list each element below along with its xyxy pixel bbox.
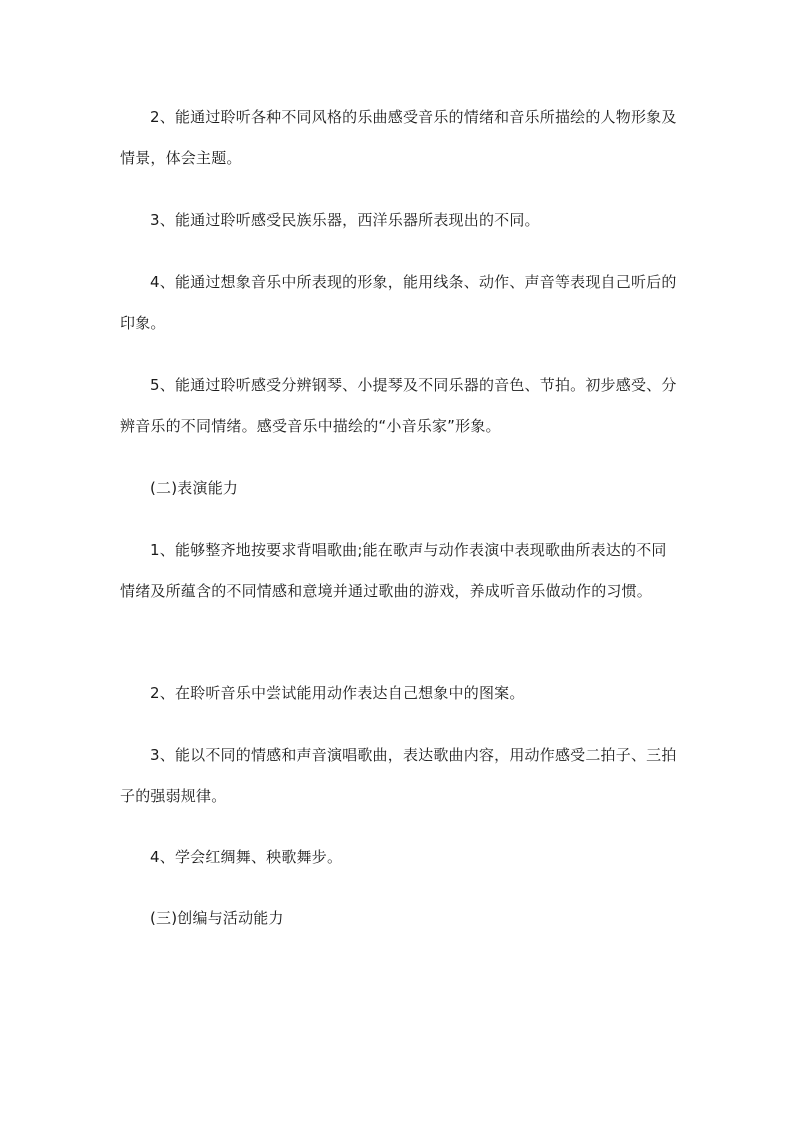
paragraph-listening-4: 4、能通过想象音乐中所表现的形象，能用线条、动作、声音等表现自己听后的印象。: [120, 273, 677, 332]
paragraph-performance-1: 1、能够整齐地按要求背唱歌曲;能在歌声与动作表演中表现歌曲所表达的不同情绪及所蕴含的不同情感和意境并通过歌曲的游戏，养成听音乐做动作的习惯。: [120, 541, 667, 600]
paragraph-listening-2: 2、能通过聆听各种不同风格的乐曲感受音乐的情绪和音乐所描绘的人物形象及情景，体会主题。: [120, 108, 677, 167]
paragraph-performance-4: 4、学会红绸舞、秧歌舞步。: [150, 848, 343, 866]
section-heading-performance: (二)表演能力: [150, 479, 239, 497]
paragraph-performance-3: 3、能以不同的情感和声音演唱歌曲，表达歌曲内容，用动作感受二拍子、三拍子的强弱规律。: [120, 746, 677, 805]
paragraph-listening-5: 5、能通过聆听感受分辨钢琴、小提琴及不同乐器的音色、节拍。初步感受、分辨音乐的不同情绪。感受音乐中描绘的“小音乐家”形象。: [120, 376, 677, 435]
section-heading-creation: (三)创编与活动能力: [150, 909, 284, 927]
paragraph-listening-3: 3、能通过聆听感受民族乐器，西洋乐器所表现出的不同。: [150, 211, 540, 229]
paragraph-performance-2: 2、在聆听音乐中尝试能用动作表达自己想象中的图案。: [150, 684, 525, 702]
